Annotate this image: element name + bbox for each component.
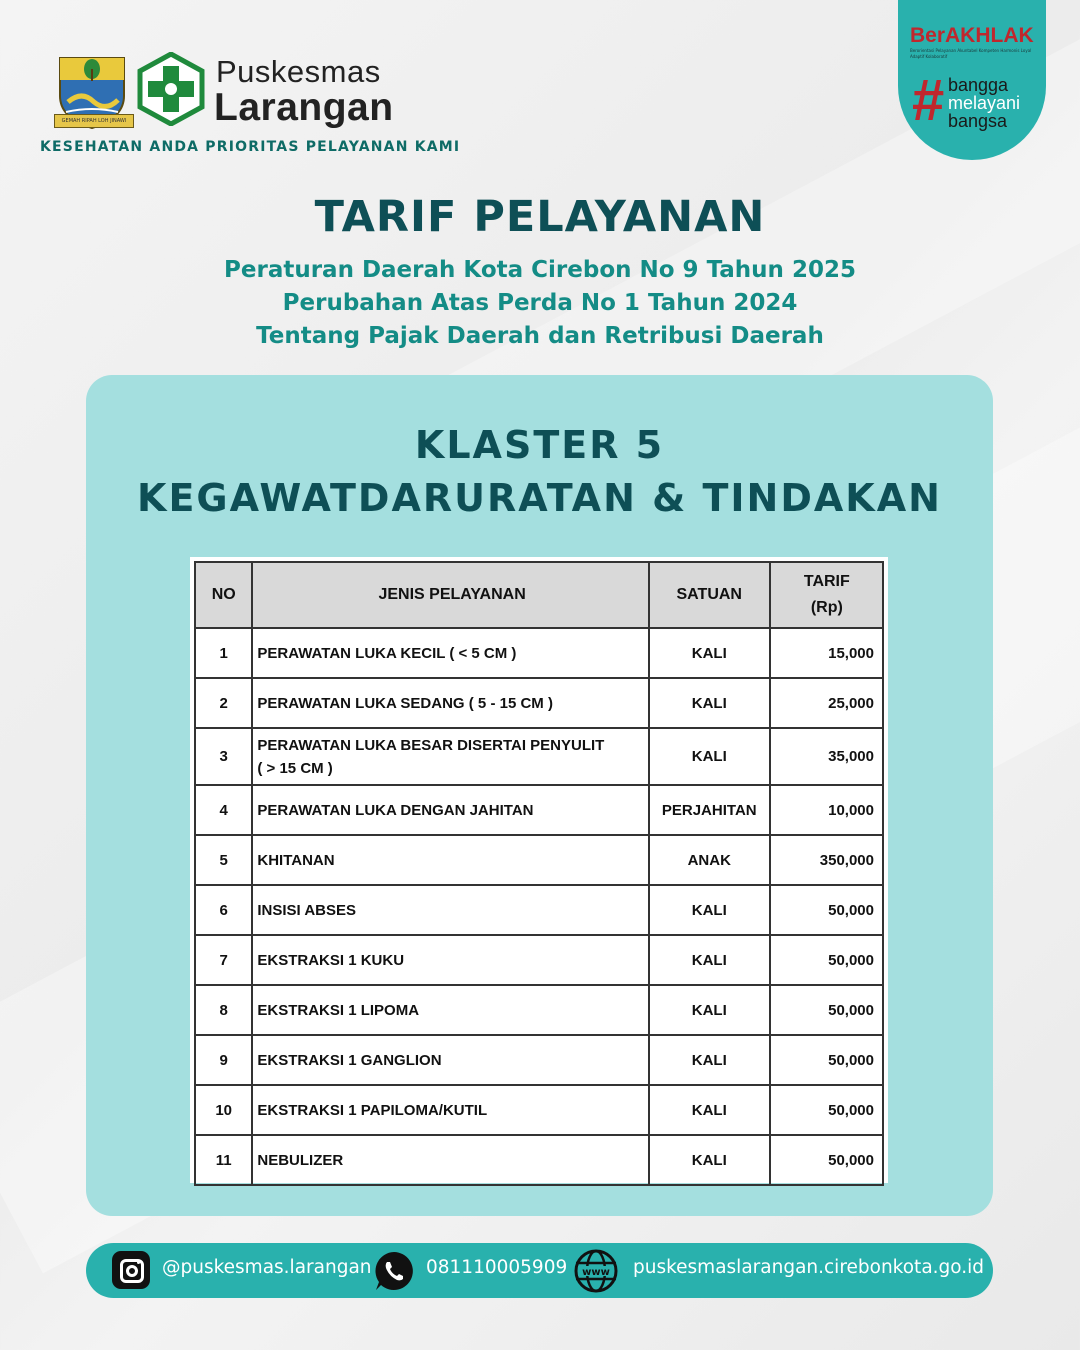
cell-satuan: KALI	[649, 985, 770, 1035]
table-row	[195, 785, 883, 835]
cell-jenis: PERAWATAN LUKA SEDANG ( 5 - 15 CM )	[252, 678, 648, 728]
cell-satuan: KALI	[649, 678, 770, 728]
tariff-table-container	[190, 557, 888, 1183]
badge-words	[948, 76, 1020, 130]
table-row	[195, 1135, 883, 1185]
cell-no: 5	[195, 835, 252, 885]
berakhlak-badge	[898, 0, 1046, 160]
hashtag-icon: #	[912, 68, 945, 133]
table-row	[195, 678, 883, 728]
table-row	[195, 728, 883, 785]
logo-area	[40, 48, 461, 163]
whatsapp-icon[interactable]	[373, 1250, 415, 1292]
cell-satuan: KALI	[649, 1135, 770, 1185]
instagram-icon[interactable]	[112, 1251, 150, 1289]
table-row	[195, 835, 883, 885]
cell-satuan: KALI	[649, 1085, 770, 1135]
cell-tarif: 350,000	[770, 835, 883, 885]
header-tarif-line2: (Rp)	[810, 599, 843, 616]
brand-line-2: Larangan	[214, 86, 394, 129]
panel-heading-2: KEGAWATDARURATAN & TINDAKAN	[137, 476, 942, 520]
cell-tarif: 25,000	[770, 678, 883, 728]
cell-jenis: PERAWATAN LUKA KECIL ( < 5 CM )	[252, 628, 648, 678]
svg-text:www: www	[582, 1267, 610, 1278]
cell-jenis	[252, 728, 648, 785]
globe-www-icon[interactable]	[573, 1248, 619, 1294]
cell-no: 11	[195, 1135, 252, 1185]
table-row	[195, 1035, 883, 1085]
cell-jenis-line1: PERAWATAN LUKA BESAR DISERTAI PENYULIT	[257, 736, 605, 754]
tagline: KESEHATAN ANDA PRIORITAS PELAYANAN KAMI	[40, 139, 461, 155]
header-satuan: SATUAN	[649, 562, 770, 628]
cell-jenis-line2: ( > 15 CM )	[257, 759, 333, 777]
table-header-row	[195, 562, 883, 628]
cell-tarif: 50,000	[770, 985, 883, 1035]
panel-heading-1: KLASTER 5	[414, 423, 665, 467]
cell-jenis: NEBULIZER	[252, 1135, 648, 1185]
brand-line-1: Puskesmas	[216, 54, 381, 89]
tariff-panel	[86, 375, 993, 1216]
cell-no: 2	[195, 678, 252, 728]
cell-no: 7	[195, 935, 252, 985]
cell-jenis: PERAWATAN LUKA DENGAN JAHITAN	[252, 785, 648, 835]
cell-satuan: KALI	[649, 1035, 770, 1085]
cell-no: 6	[195, 885, 252, 935]
phone-number[interactable]: 081110005909	[426, 1257, 568, 1278]
badge-word-2: melayani	[948, 93, 1021, 113]
instagram-handle[interactable]: @puskesmas.larangan	[162, 1257, 372, 1278]
cell-jenis: EKSTRAKSI 1 LIPOMA	[252, 985, 648, 1035]
badge-title: BerAKHLAK	[910, 24, 1034, 47]
subtitle-line-2: Perubahan Atas Perda No 1 Tahun 2024	[282, 290, 798, 316]
cell-jenis: EKSTRAKSI 1 KUKU	[252, 935, 648, 985]
cell-no: 1	[195, 628, 252, 678]
contact-footer	[86, 1243, 993, 1298]
header-jenis: JENIS PELAYANAN	[252, 562, 648, 628]
badge-subtitle: Berorientasi Pelayanan Akuntabel Kompeten Harmonis Loyal Adaptif Kolaboratif	[910, 48, 1032, 59]
cell-satuan: KALI	[649, 935, 770, 985]
cell-tarif: 50,000	[770, 1135, 883, 1185]
cell-tarif: 15,000	[770, 628, 883, 678]
cell-tarif: 10,000	[770, 785, 883, 835]
cell-tarif: 50,000	[770, 1085, 883, 1135]
cell-tarif: 50,000	[770, 935, 883, 985]
puskesmas-logo-icon	[136, 52, 206, 126]
cell-jenis: KHITANAN	[252, 835, 648, 885]
header-tarif-line1: TARIF	[803, 573, 850, 590]
header-no: NO	[195, 562, 252, 628]
subtitle-line-1: Peraturan Daerah Kota Cirebon No 9 Tahun 2025	[224, 257, 856, 283]
cell-satuan: PERJAHITAN	[649, 785, 770, 835]
website-url[interactable]: puskesmaslarangan.cirebonkota.go.id	[633, 1257, 985, 1278]
cell-no: 4	[195, 785, 252, 835]
cell-jenis: EKSTRAKSI 1 PAPILOMA/KUTIL	[252, 1085, 648, 1135]
cell-no: 9	[195, 1035, 252, 1085]
subtitle-line-3: Tentang Pajak Daerah dan Retribusi Daerah	[256, 323, 824, 349]
crest-motto: GEMAH RIPAH LOH JINAWI	[54, 114, 134, 128]
table-row	[195, 628, 883, 678]
header-tarif	[770, 562, 883, 628]
cell-jenis: EKSTRAKSI 1 GANGLION	[252, 1035, 648, 1085]
cell-jenis: INSISI ABSES	[252, 885, 648, 935]
cell-tarif: 50,000	[770, 1035, 883, 1085]
cell-satuan: KALI	[649, 885, 770, 935]
cell-tarif: 50,000	[770, 885, 883, 935]
badge-word-1: bangga	[948, 75, 1009, 95]
table-row	[195, 1085, 883, 1135]
cell-no: 3	[195, 728, 252, 785]
cell-satuan: KALI	[649, 628, 770, 678]
cell-no: 8	[195, 985, 252, 1035]
tariff-table	[194, 561, 884, 1186]
page-title: TARIF PELAYANAN	[314, 192, 766, 242]
table-row	[195, 985, 883, 1035]
cell-no: 10	[195, 1085, 252, 1135]
table-row	[195, 885, 883, 935]
table-row	[195, 935, 883, 985]
cell-satuan: ANAK	[649, 835, 770, 885]
cell-satuan: KALI	[649, 728, 770, 785]
badge-word-3: bangsa	[948, 111, 1008, 131]
cell-tarif: 35,000	[770, 728, 883, 785]
